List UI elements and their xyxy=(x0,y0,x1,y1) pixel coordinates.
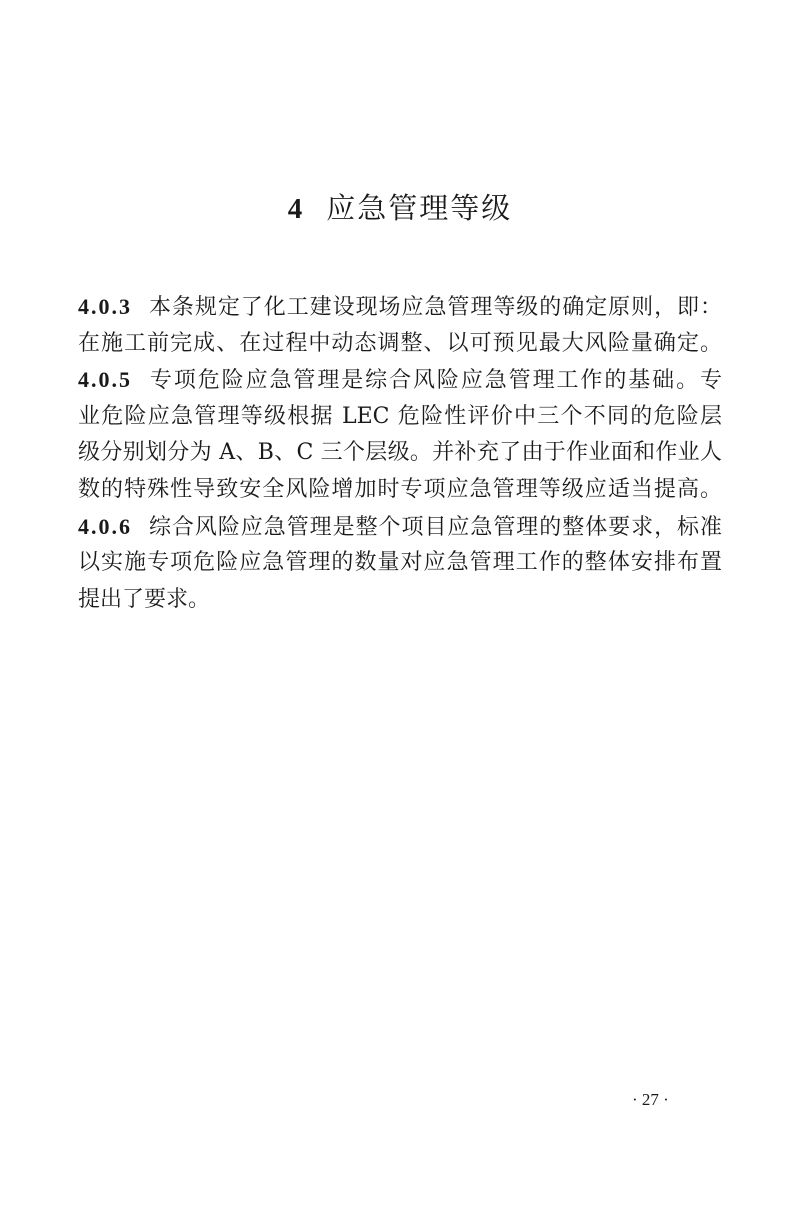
section-number: 4.0.3 xyxy=(78,294,132,319)
text-line: 提出了要求。 xyxy=(78,586,211,612)
text-line: 以实施专项危险应急管理的数量对应急管理工作的整体安排布置 xyxy=(78,550,722,576)
text: 专项危险应急管理是综合风险应急管理工作的基础。专 xyxy=(148,368,722,394)
section-number: 4.0.6 xyxy=(78,513,132,539)
page-number: · 27 · xyxy=(632,1090,669,1109)
chapter-number: 4 xyxy=(287,193,305,225)
section-4-0-5-line xyxy=(78,362,722,399)
section-4-0-3-line xyxy=(78,289,722,326)
section-4-0-6-line xyxy=(78,509,722,546)
text-line: 数的特殊性导致安全风险增加时专项应急管理等级应适当提高。 xyxy=(78,476,722,502)
text-line: 业危险应急管理等级根据 LEC 危险性评价中三个不同的危险层 xyxy=(78,403,722,429)
text: 综合风险应急管理是整个项目应急管理的整体要求，标准 xyxy=(148,514,722,540)
chapter-title xyxy=(0,186,800,227)
chapter-title-text: 应急管理等级 xyxy=(326,191,513,225)
text-line: 在施工前完成、在过程中动态调整、以可预见最大风险量确定。 xyxy=(78,330,722,356)
body-text xyxy=(78,289,722,618)
text: 本条规定了化工建设现场应急管理等级的确定原则，即： xyxy=(148,295,722,320)
text-line: 级分别划分为 A、B、C 三个层级。并补充了由于作业面和作业人 xyxy=(78,440,722,466)
section-number: 4.0.5 xyxy=(78,367,132,393)
